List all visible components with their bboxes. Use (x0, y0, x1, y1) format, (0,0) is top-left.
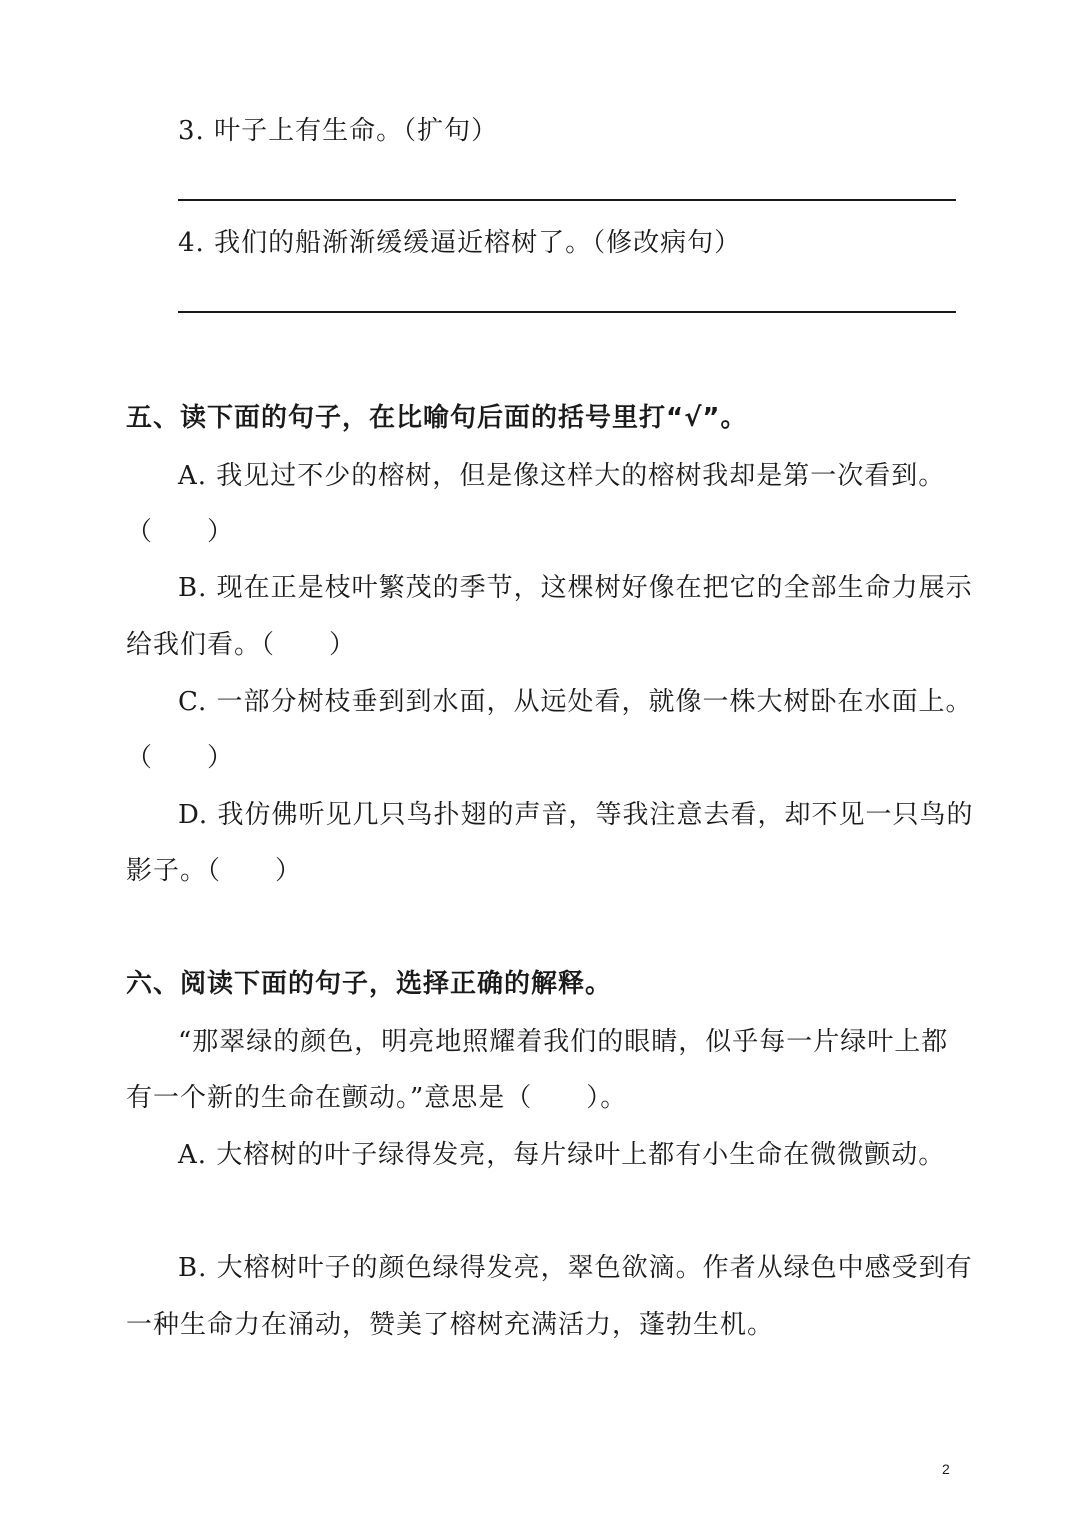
section-6-heading: 六、阅读下面的句子，选择正确的解释。 (126, 969, 613, 999)
section-6-quote-line1: “那翠绿的颜色，明亮地照耀着我们的眼睛，似乎每一片绿叶上都 (178, 1027, 949, 1057)
section-5-option-a-line1: A. 我见过不少的榕树，但是像这样大的榕树我却是第一次看到。 (178, 461, 946, 491)
page-number: 2 (942, 1461, 950, 1477)
answer-line-4[interactable] (178, 311, 956, 313)
section-6-option-a: A. 大榕树的叶子绿得发亮，每片绿叶上都有小生命在微微颤动。 (178, 1140, 946, 1170)
section-5-option-c-line1: C. 一部分树枝垂到到水面，从远处看，就像一株大树卧在水面上。 (178, 687, 973, 717)
section-5-option-c-bracket[interactable]: （ ） (126, 743, 235, 773)
section-6-quote-line2[interactable]: 有一个新的生命在颤动。”意思是（ ）。 (126, 1083, 628, 1113)
answer-line-3[interactable] (178, 199, 956, 201)
section-5-option-d-line2[interactable]: 影子。（ ） (126, 856, 303, 886)
question-4-text: 4. 我们的船渐渐缓缓逼近榕树了。（修改病句） (178, 228, 742, 258)
question-3-text: 3. 叶子上有生命。（扩句） (178, 116, 499, 146)
section-5-option-a-bracket[interactable]: （ ） (126, 517, 235, 547)
section-6-option-b-line2: 一种生命力在涌动，赞美了榕树充满活力，蓬勃生机。 (126, 1310, 775, 1340)
section-6-option-b-line1: B. 大榕树叶子的颜色绿得发亮，翠色欲滴。作者从绿色中感受到有 (178, 1253, 973, 1283)
section-5-option-b-line1: B. 现在正是枝叶繁茂的季节，这棵树好像在把它的全部生命力展示 (178, 573, 973, 603)
section-5-option-d-line1: D. 我仿佛听见几只鸟扑翅的声音，等我注意去看，却不见一只鸟的 (178, 800, 974, 830)
section-5-heading: 五、读下面的句子，在比喻句后面的括号里打“√”。 (126, 403, 748, 433)
section-5-option-b-line2[interactable]: 给我们看。（ ） (126, 630, 357, 660)
